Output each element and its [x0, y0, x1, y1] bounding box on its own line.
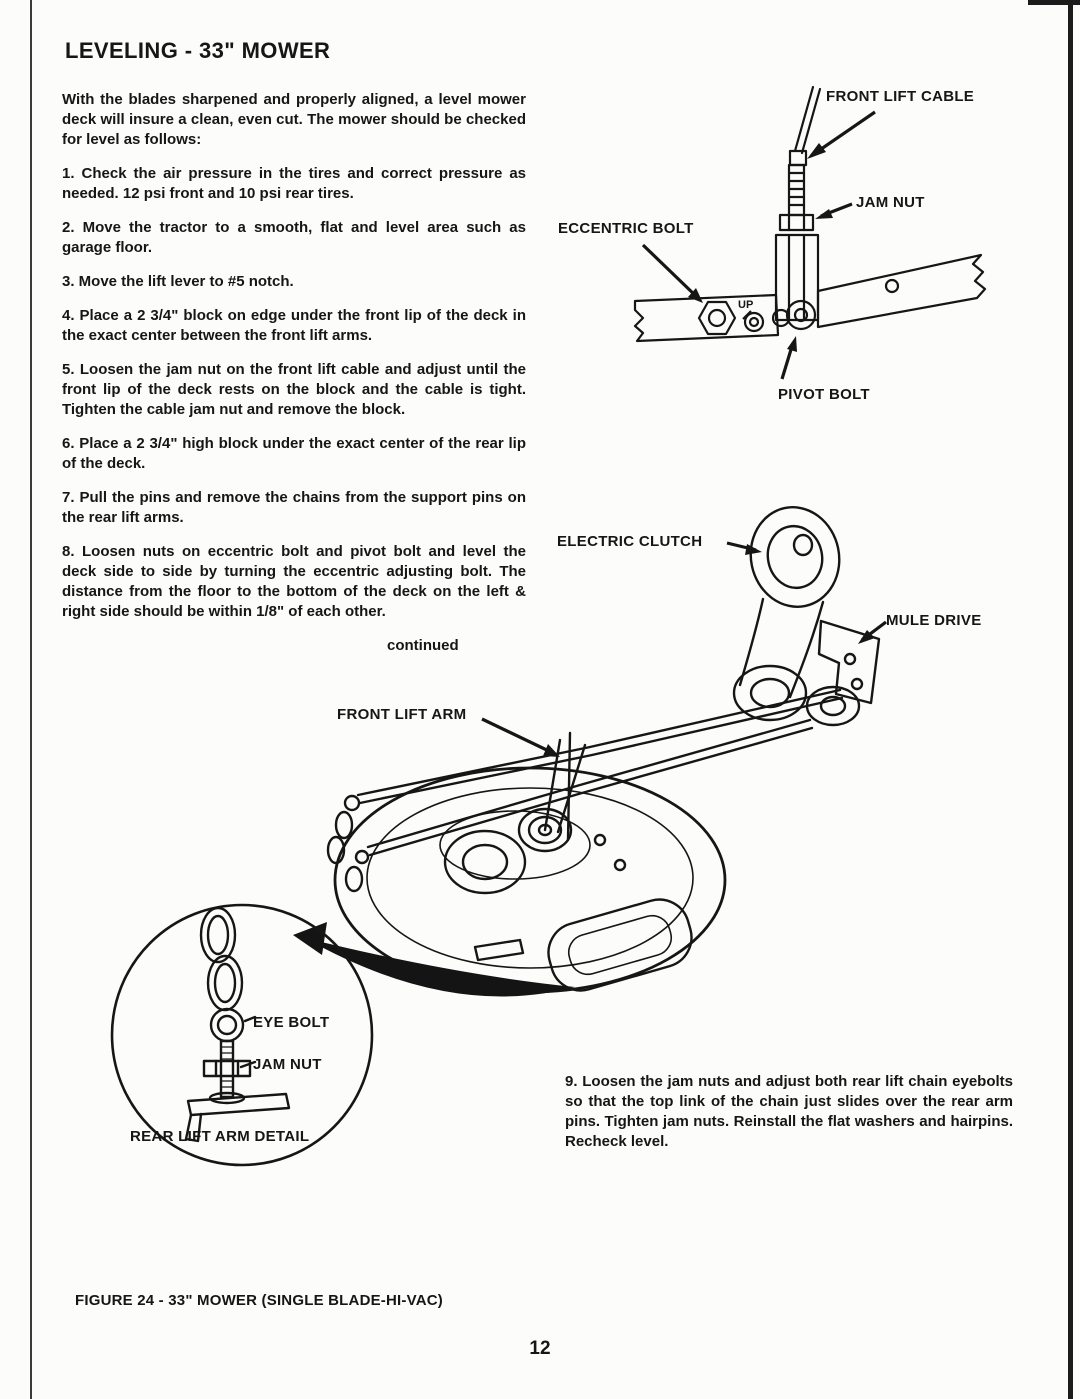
label-front-lift-arm: FRONT LIFT ARM: [337, 706, 467, 723]
lift-arm-bar: [635, 255, 985, 341]
label-rear-lift-arm-detail: REAR LIFT ARM DETAIL: [130, 1128, 310, 1145]
page-number: 12: [529, 1338, 551, 1359]
step-3: 3. Move the lift lever to #5 notch.: [62, 273, 294, 290]
scan-border-right: [1068, 0, 1073, 1399]
label-front-lift-cable: FRONT LIFT CABLE: [826, 88, 975, 105]
step-6: 6. Place a 2 3/4" high block under the exact center of the rear lip of the deck.: [62, 435, 526, 472]
step-2: 2. Move the tractor to a smooth, flat and level area such as garage floor.: [62, 219, 526, 256]
step-7: 7. Pull the pins and remove the chains from the support pins on the rear lift arms.: [62, 489, 526, 526]
continued-note: continued: [387, 637, 459, 654]
step-4: 4. Place a 2 3/4" block on edge under the front lip of the deck in the exact center between the front lift arms.: [62, 307, 526, 344]
page-title: LEVELING - 33" MOWER: [65, 38, 331, 63]
label-eye-bolt: EYE BOLT: [253, 1014, 330, 1031]
step-1: 1. Check the air pressure in the tires and correct pressure as needed. 12 psi front and 10 psi rear tires.: [62, 165, 526, 202]
label-pivot-bolt: PIVOT BOLT: [778, 386, 870, 403]
up-marking: UP: [738, 299, 754, 311]
label-eccentric-bolt: ECCENTRIC BOLT: [558, 220, 694, 237]
figure-caption: FIGURE 24 - 33" MOWER (SINGLE BLADE-HI-VAC): [75, 1292, 443, 1309]
detail-circle: [112, 905, 372, 1165]
label-electric-clutch: ELECTRIC CLUTCH: [557, 533, 703, 550]
scan-border-left: [30, 0, 32, 1399]
label-jam-nut: JAM NUT: [856, 194, 925, 211]
cable-assembly: [776, 87, 820, 320]
step-5: 5. Loosen the jam nut on the front lift cable and adjust until the front lip of the deck rests on the block and the cable is tight. Tighten the cable jam nut and remove the block.: [62, 361, 526, 418]
step-9: 9. Loosen the jam nuts and adjust both rear lift chain eyebolts so that the top link of the chain just slides over the rear arm pins. Tighten jam nuts. Reinstall the flat washers and hairpins. Recheck level.: [565, 1073, 1013, 1150]
step-8: 8. Loosen nuts on eccentric bolt and pivot bolt and level the deck side to side by turning the eccentric adjusting bolt. The distance from the floor to the bottom of the deck on the left & right side should be within 1/8" of each other.: [62, 543, 526, 620]
mower-deck-illustration: [290, 495, 1010, 1025]
intro-paragraph: With the blades sharpened and properly aligned, a level mower deck will insure a clean, even cut. The mower should be checked for level as follows:: [62, 91, 526, 148]
label-jam-nut-detail: JAM NUT: [253, 1056, 322, 1073]
scan-artifact-corner: [1028, 0, 1080, 5]
label-mule-drive: MULE DRIVE: [886, 612, 982, 629]
clutch-and-drive: [734, 499, 879, 725]
